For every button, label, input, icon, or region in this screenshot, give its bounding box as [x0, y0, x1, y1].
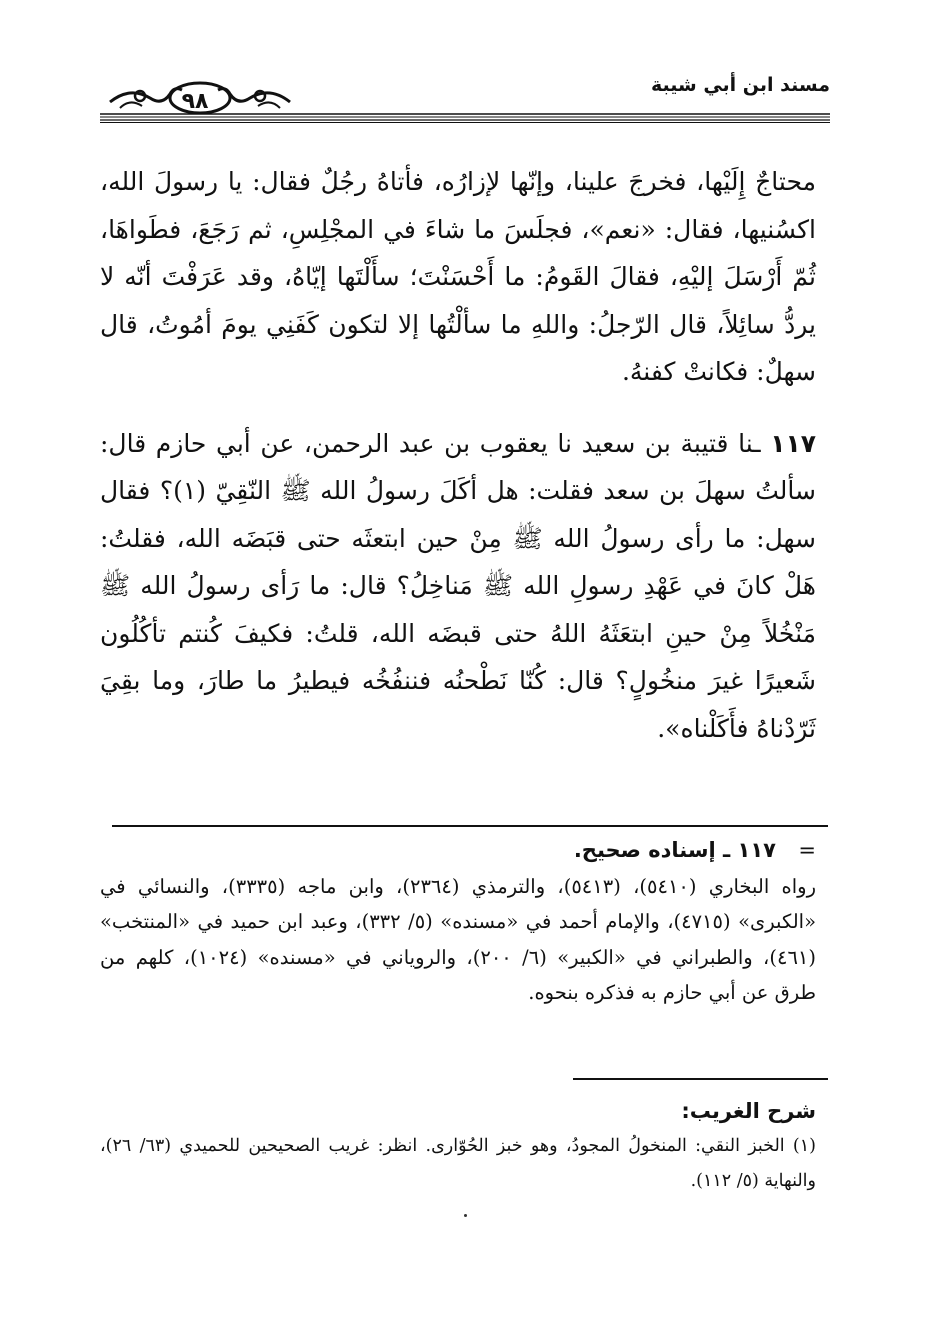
takhrij-body: رواه البخاري (٥٤١٠)، (٥٤١٣)، والترمذي (٢٣٦٤)، وابن ماجه (٣٣٣٥)، والنسائي في «الكبرى» (٤٧١٥)، والإمام أحمد في «مسنده» (٥/ ٣٣٢)، وعبد ابن حميد في «المنتخب» (٤٦١)، والطبراني في «الكبير» (٦/ ٢٠٠)، والروياني في «مسنده» (١٠٢٤)، كلهم من طرق عن أبي حازم به فذكره بنحوه.: [100, 874, 817, 1004]
takhrij-heading: ١١٧ ـ إسناده صحيح.: [573, 838, 776, 862]
page-number: ٩٨: [181, 89, 209, 114]
gharib-separator: [573, 1078, 828, 1080]
hadith-number: ١١٧: [770, 428, 816, 458]
footnote-separator: [112, 825, 828, 827]
paragraph-1: محتاجٌ إِلَيْها، فخرجَ علينا، وإنّها لإزارُه، فأتاهُ رجُلٌ فقال: يا رسولَ الله، اكسُنيها، فقال: «نعم»، فجلَسَ ما شاءَ في المجْلِسِ، ثم رَجَعَ، فطَواهَا، ثُمّ أَرْسَلَ إليْهِ، فقالَ القَومُ: ما أَحْسَنْتَ؛ سأَلْتَها إيّاهُ، وقد عَرَفْتَ أنّه لا يردُّ سائِلاً، قال الرّجلُ: واللهِ ما سألْتُها إلا لتكون كَفَنِي يومَ أمُوتُ، قال سهلٌ: فكانتْ كفنهُ.: [100, 167, 816, 386]
book-title: مسند ابن أبي شيبة: [650, 74, 830, 96]
gharib-title: شرح الغريب:: [681, 1099, 816, 1123]
continuation-marker: =: [798, 838, 816, 862]
gharib-note: (١) الخبز النقي: المنخولُ المجودُ، وهو خبز الحُوّارى. انظر: غريب الصحيحين للحميدي (٦٣/ ٢٦)، والنهاية (٥/ ١١٢).: [100, 1136, 816, 1191]
takhrij-note: [100, 833, 816, 1011]
hadith-text: ـنا قتيبة بن سعيد نا يعقوب بن عبد الرحمن، عن أبي حازم قال: سألتُ سهلَ بن سعد فقلت: هل أكَلَ رسولُ الله ﷺ النّقِيّ (١)؟ فقال سهل: ما رأى رسولُ الله ﷺ مِنْ حين ابتعثَه حتى قبَضَه الله، فقلتُ: هَلْ كانَ في عَهْدِ رسولِ الله ﷺ مَناخِلُ؟ قال: ما رَأى رسولُ الله ﷺ مَنْخُلاً مِنْ حينِ ابتعَثَهُ اللهُ حتى قبضَه الله، قلتُ: فكيفَ كُنتم تأكُلُون شَعيرًا غيرَ منخُولٍ؟ قال: كُنّا نَطْحنُه فننفُخُه فيطيرُ ما طارَ، وما بقِيَ ثَرّدْناهُ فأَكَلْناه».: [100, 428, 816, 743]
page-dot: [464, 1214, 467, 1217]
header-rule: [100, 112, 830, 124]
paragraph-2: [100, 420, 816, 753]
page-header: [100, 68, 830, 128]
main-text: [100, 158, 816, 752]
takhrij-heading-line: [100, 833, 816, 869]
gharib-section: [100, 1094, 816, 1199]
